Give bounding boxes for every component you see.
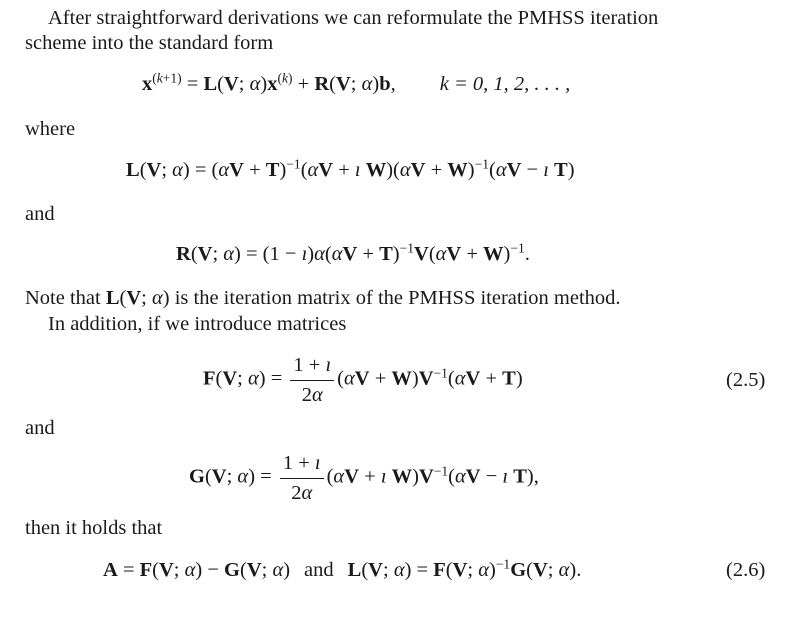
word-and-3: and <box>304 559 334 581</box>
equation-number-2-5: (2.5) <box>726 369 766 391</box>
note-prefix: Note that <box>25 287 101 309</box>
equation-F-definition: F(V; α) = $\frac{1 + ı}{2\alpha}$ $(\alpha V + W)V^{-1}(\alpha V + T)$ <box>203 354 523 406</box>
equation-A-splitting: A = F(V; α) − G(V; α) and L(V; α) = F(V; α)$^{-1}$G(V; α). <box>103 556 582 581</box>
fraction-F: $\frac{1 + ı}{2\alpha}$ <box>290 354 334 406</box>
equation-G-definition: G(V; α) = $\frac{1 + ı}{2\alpha}$ (αV + ı $W)V^{-1}(\alpha V$ − ı T), <box>189 452 539 504</box>
paragraph-1-line-1: After straightforward derivations we can reformulate the PMHSS iteration <box>48 7 659 29</box>
paragraph-2-line-1: Note that L(V; α) is the iteration matrix of the PMHSS iteration method. <box>25 287 621 309</box>
equation-number-2-6: (2.6) <box>726 559 766 581</box>
equation-iteration-scheme: $x^{(k+1)} = L(V$; $\alpha)x^{(k)} + R(V$; α)b, k = 0, 1, 2, . . . , <box>142 70 571 95</box>
equation-R-definition: R(V; α) = (1 − ı)α(αV + $T)^{-1}V(\alpha V + W)^{-1}$. <box>176 240 530 265</box>
equation-L-definition: L(V; $\alpha) = (\alpha V + T)^{-1}(\alpha V$ + ı $W)(\alpha V + W)^{-1}(\alpha V$ − ı T) <box>126 156 575 181</box>
k-range: k = 0, 1, 2, . . . , <box>439 73 571 95</box>
note-suffix: is the iteration matrix of the PMHSS iteration method. <box>174 287 621 309</box>
paragraph-2-line-2: In addition, if we introduce matrices <box>48 313 347 335</box>
word-and-1: and <box>25 203 55 225</box>
word-and-2: and <box>25 417 55 439</box>
word-where: where <box>25 118 76 140</box>
phrase-then-it-holds: then it holds that <box>25 517 163 539</box>
fraction-G: $\frac{1 + ı}{2\alpha}$ <box>280 452 324 504</box>
paragraph-1-line-2: scheme into the standard form <box>25 32 274 54</box>
